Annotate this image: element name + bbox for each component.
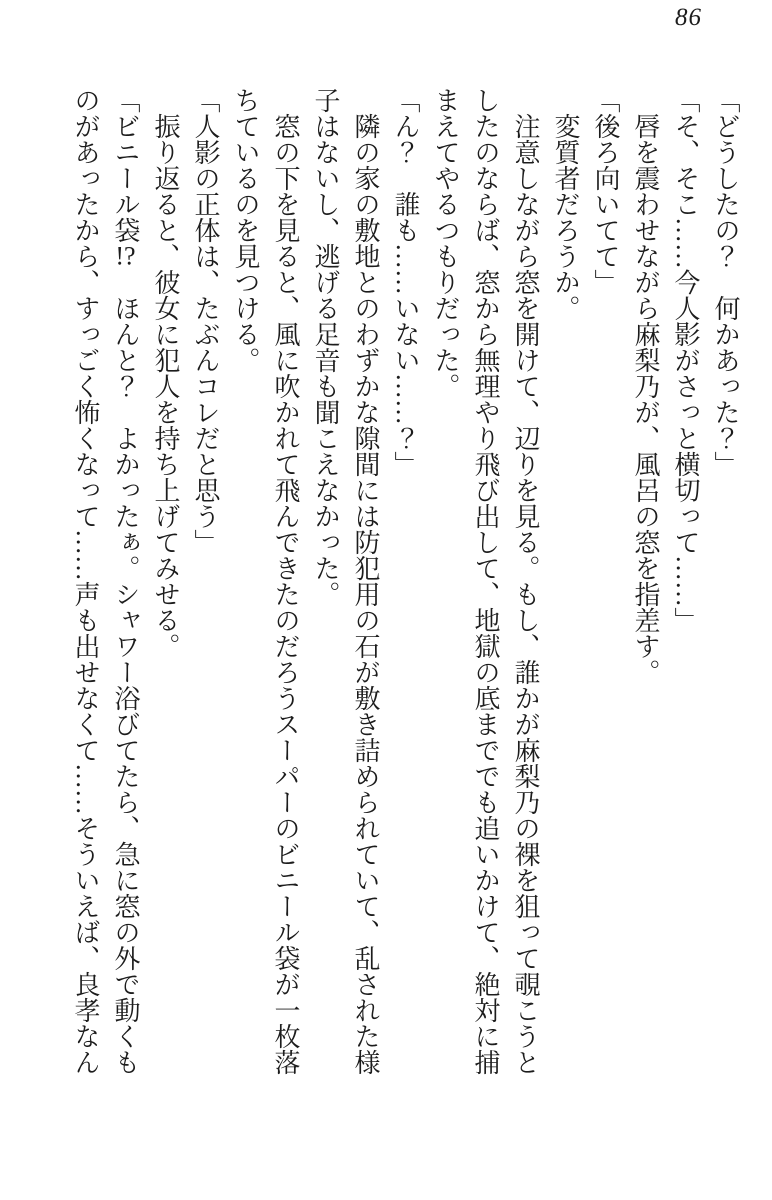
text-line: まえてやるつもりだった。 [431, 87, 460, 399]
text-line: したのならば、窓から無理やり飛び出して、地獄の底まででも追いかけて、絶対に捕 [471, 87, 500, 1075]
text-line: 唇を震わせながら麻梨乃が、風呂の窓を指差す。 [631, 113, 660, 685]
text-line: ちているのを見つける。 [231, 87, 260, 373]
text-line: のがあったから、すっごく怖くなって……声も出せなくて……そういえば、良孝なん [71, 87, 100, 1075]
text-line: 窓の下を見ると、風に吹かれて飛んできたのだろうスーパーのビニール袋が一枚落 [271, 113, 300, 1075]
text-line: 「どうしたの？ 何かあった？」 [711, 87, 740, 477]
exclamation-question-icon: !? [115, 243, 136, 269]
text-line: 隣の家の敷地とのわずかな隙間には防犯用の石が敷き詰められていて、乱された様 [351, 113, 380, 1075]
text-line: 「後ろ向いてて」 [591, 87, 620, 295]
text-line: 子はないし、逃げる足音も聞こえなかった。 [311, 87, 340, 607]
text-line: 振り返ると、彼女に犯人を持ち上げてみせる。 [151, 113, 180, 659]
text-line: 「そ、そこ……今人影がさっと横切って……」 [671, 87, 700, 633]
text-line: 「ビニール袋!? ほんと？ よかったぁ。シャワー浴びてたら、急に窓の外で動くも [111, 87, 140, 1075]
text-line: 「人影の正体は、たぶんコレだと思う」 [191, 87, 220, 555]
text-line: 「ん？ 誰も……いない……？」 [391, 87, 420, 477]
page-number: 86 [675, 4, 702, 31]
text-line: 注意しながら窓を開けて、辺りを見る。もし、誰かが麻梨乃の裸を狙って覗こうと [511, 113, 540, 1075]
text-block [65, 87, 745, 1152]
text-line: 変質者だろうか。 [551, 113, 580, 321]
